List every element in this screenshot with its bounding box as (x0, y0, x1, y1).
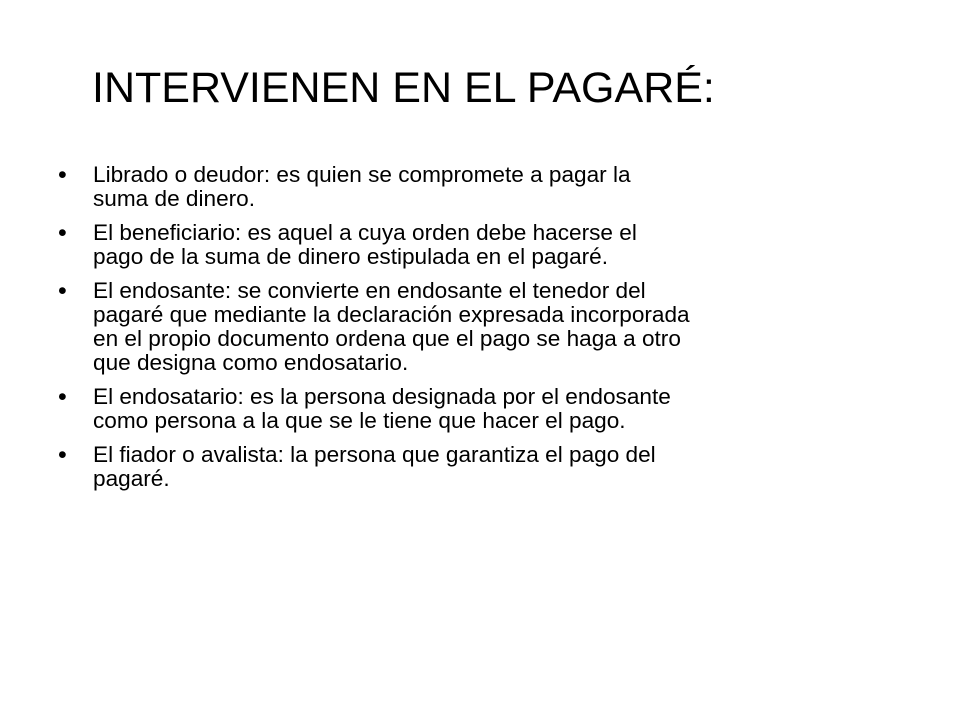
bullet-item-librado (58, 163, 918, 211)
bullet-point: • (58, 161, 67, 189)
bullet-point: • (58, 277, 67, 305)
bullet-item-beneficiario (58, 221, 918, 269)
slide-title: INTERVIENEN EN EL PAGARÉ: (92, 64, 715, 112)
bullet-item-fiador (58, 443, 918, 491)
bullet-item-endosante (58, 279, 918, 375)
bullet-text: El endosante: se convierte en endosante el tenedor del pagaré que mediante la declaración expresada incorporada en el propio documento ordena que el pago se haga a otro que designa como endosatario. (93, 278, 690, 375)
bullet-list (58, 163, 918, 501)
bullet-text: El fiador o avalista: la persona que garantiza el pago del pagaré. (93, 442, 656, 491)
bullet-point: • (58, 219, 67, 247)
bullet-text: El beneficiario: es aquel a cuya orden debe hacerse el pago de la suma de dinero estipulada en el pagaré. (93, 220, 637, 269)
bullet-point: • (58, 383, 67, 411)
bullet-item-endosatario (58, 385, 918, 433)
bullet-text: El endosatario: es la persona designada por el endosante como persona a la que se le tiene que hacer el pago. (93, 384, 671, 433)
bullet-point: • (58, 441, 67, 469)
bullet-text: Librado o deudor: es quien se compromete a pagar la suma de dinero. (93, 162, 631, 211)
